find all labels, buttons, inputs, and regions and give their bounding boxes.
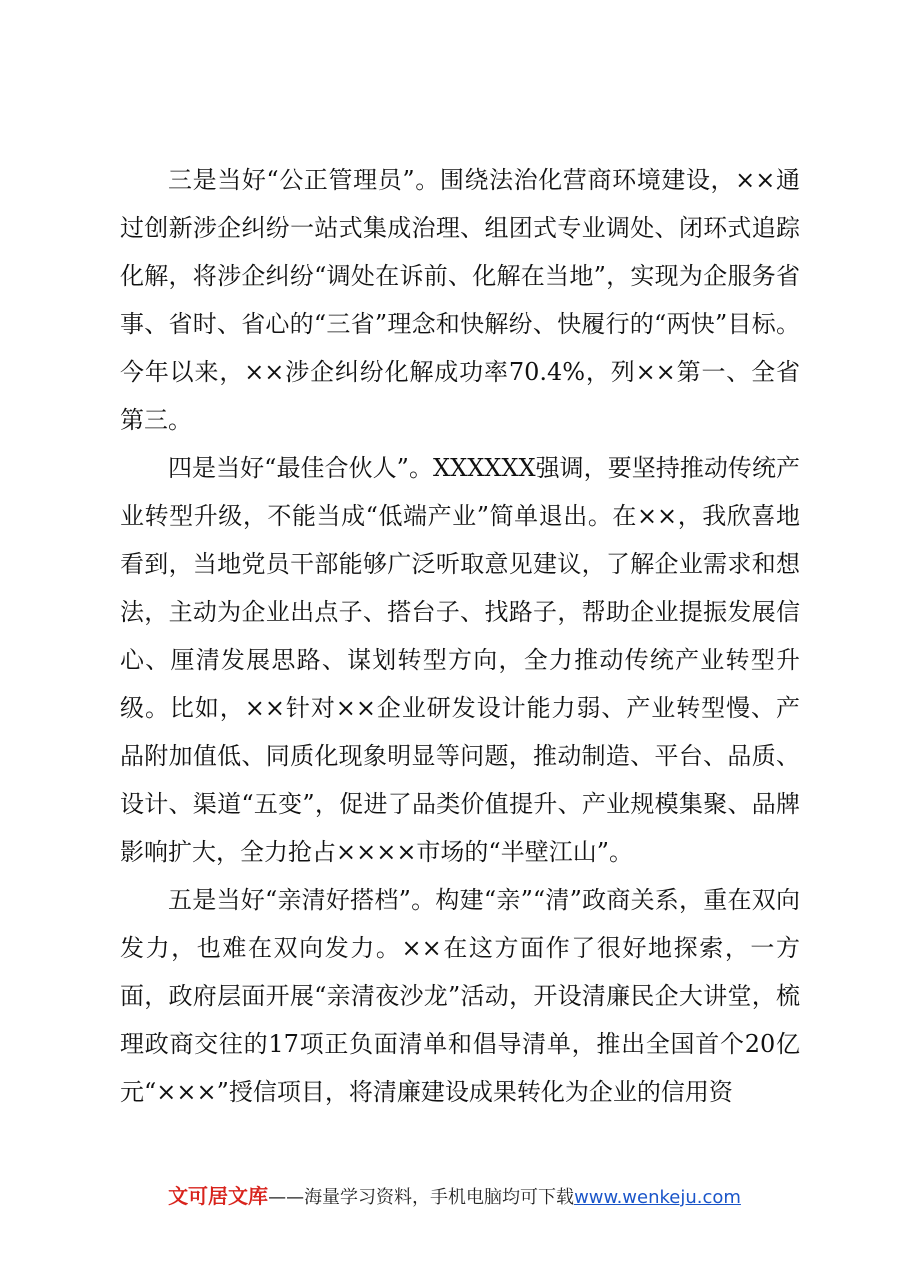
paragraph-1: 三是当好“公正管理员”。围绕法治化营商环境建设，××通过创新涉企纠纷一站式集成治理、组团式专业调处、闭环式追踪化解，将涉企纠纷“调处在诉前、化解在当地”，实现为企服务省事、省时、省心的“三省”理念和快解纷、快履行的“两快”目标。今年以来，××涉企纠纷化解成功率70.4%，列××第一、全省第三。 <box>120 166 800 434</box>
website-link[interactable]: www.wenkeju.com <box>574 1187 741 1208</box>
document-body <box>120 156 800 1116</box>
paragraph-3: 五是当好“亲清好搭档”。构建“亲”“清”政商关系，重在双向发力，也难在双向发力。××在这方面作了很好地探索，一方面，政府层面开展“亲清夜沙龙”活动，开设清廉民企大讲堂，梳理政商交往的17项正负面清单和倡导清单，推出全国首个20亿元“×××”授信项目，将清廉建设成果转化为企业的信用资 <box>120 886 800 1106</box>
brand-name: 文可居文库 <box>168 1184 269 1208</box>
footer-banner <box>0 1182 909 1212</box>
paragraph-2: 四是当好“最佳合伙人”。XXXXXX强调，要坚持推动传统产业转型升级，不能当成“低端产业”简单退出。在××，我欣喜地看到，当地党员干部能够广泛听取意见建议，了解企业需求和想法，主动为企业出点子、搭台子、找路子，帮助企业提振发展信心、厘清发展思路、谋划转型方向，全力推动传统产业转型升级。比如，××针对××企业研发设计能力弱、产业转型慢、产品附加值低、同质化现象明显等问题，推动制造、平台、品质、设计、渠道“五变”，促进了品类价值提升、产业规模集聚、品牌影响扩大，全力抢占××××市场的“半壁江山”。 <box>120 454 800 866</box>
footer-tagline: ——海量学习资料，手机电脑均可下载 <box>268 1187 575 1208</box>
